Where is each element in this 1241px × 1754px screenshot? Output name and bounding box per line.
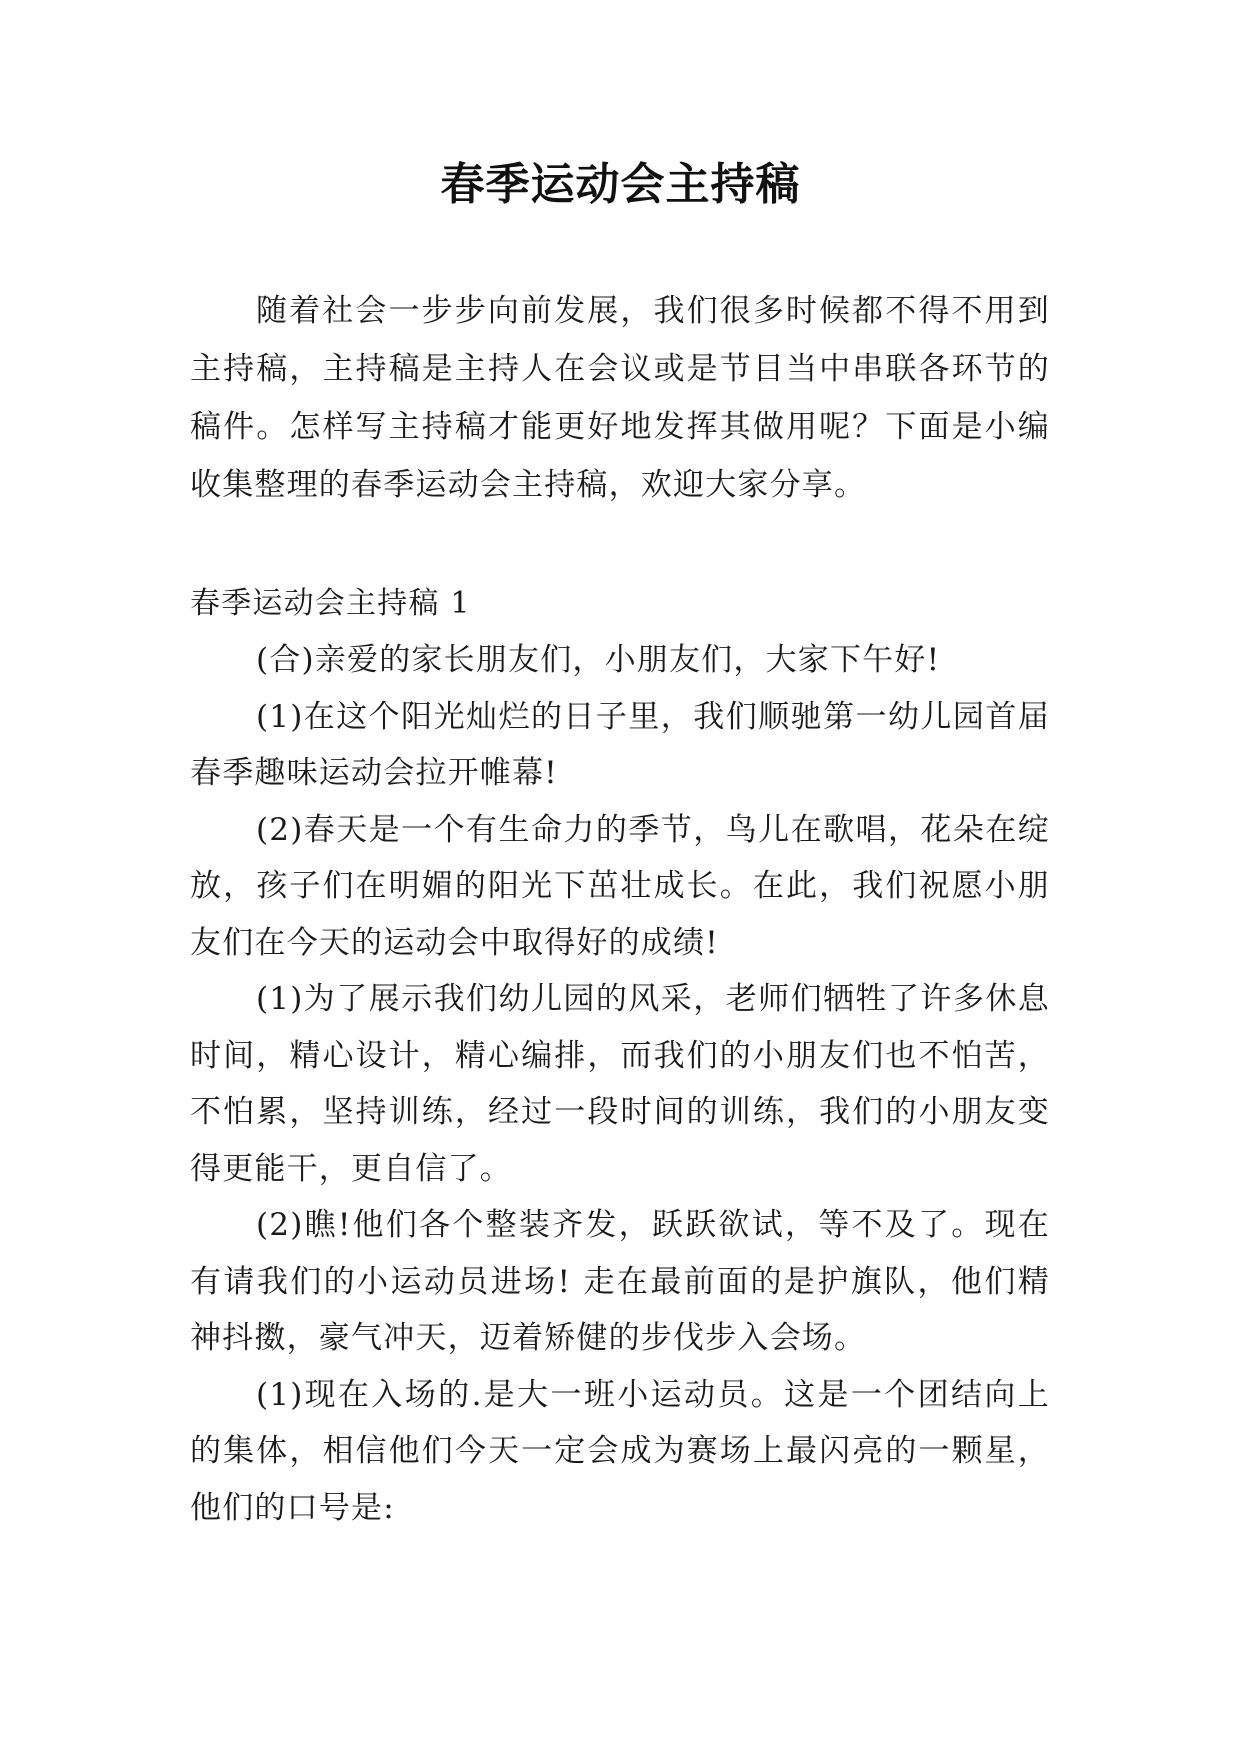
intro-paragraph: 随着社会一步步向前发展，我们很多时候都不得不用到主持稿，主持稿是主持人在会议或是节目当中串联各环节的稿件。怎样写主持稿才能更好地发挥其做用呢？下面是小编收集整理的春季运动会主持稿，欢迎大家分享。 (190, 293, 1050, 503)
paragraph-6: (1)现在入场的.是大一班小运动员。这是一个团结向上的集体，相信他们今天一定会成为赛场上最闪亮的一颗星，他们的口号是: (190, 1376, 1050, 1526)
paragraph-2: (1)在这个阳光灿烂的日子里，我们顺驰第一幼儿园首届春季趣味运动会拉开帷幕! (190, 698, 1050, 791)
section-1 (190, 576, 1050, 1536)
document-title: 春季运动会主持稿 (440, 159, 801, 210)
section-heading: 春季运动会主持稿 1 (190, 586, 471, 621)
paragraph-3: (2)春天是一个有生命力的季节，鸟儿在歌唱，花朵在绽放，孩子们在明媚的阳光下茁壮成长。在此，我们祝愿小朋友们在今天的运动会中取得好的成绩! (190, 811, 1050, 961)
paragraph-4: (1)为了展示我们幼儿园的风采，老师们牺牲了许多休息时间，精心设计，精心编排，而我们的小朋友们也不怕苦，不怕累，坚持训练，经过一段时间的训练，我们的小朋友变得更能干，更自信了。 (190, 981, 1050, 1187)
paragraph-1: (合)亲爱的家长朋友们，小朋友们，大家下午好! (256, 642, 941, 678)
paragraph-5: (2)瞧!他们各个整装齐发，跃跃欲试，等不及了。现在有请我们的小运动员进场! 走在最前面的是护旗队，他们精神抖擞，豪气冲天，迈着矫健的步伐步入会场。 (190, 1207, 1050, 1356)
